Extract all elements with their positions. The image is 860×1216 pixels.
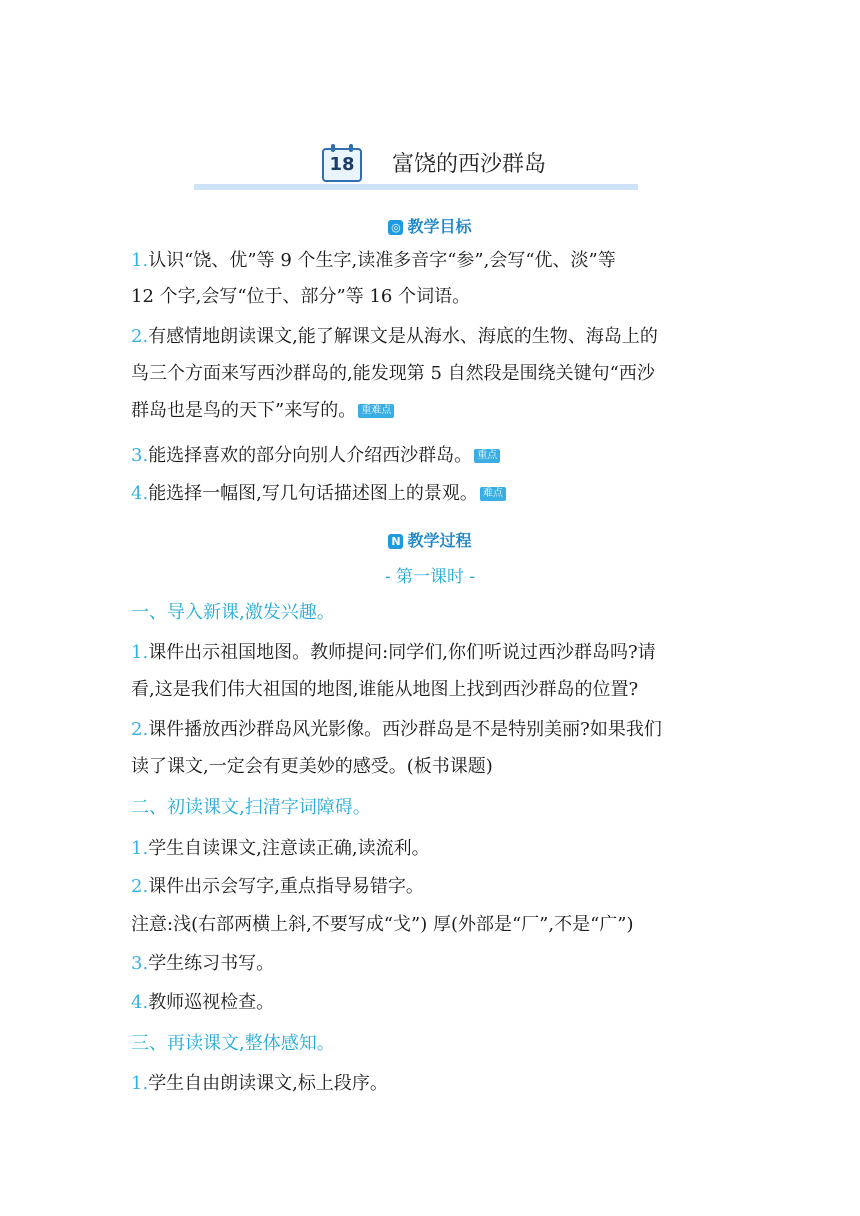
step-2-title: 二、初读课文,扫清字词障碍。 (131, 797, 371, 818)
key-difficulty-tag: 重难点 (358, 404, 394, 418)
lesson-number-badge (322, 148, 362, 182)
step-1-item-2-line-2: 读了课文,一定会有更美妙的感受。(板书课题) (131, 756, 493, 777)
objective-2-line-3: 群岛也是鸟的天下”来写的。 重难点 (131, 398, 394, 424)
objective-3: 3.能选择喜欢的部分向别人介绍西沙群岛。 重点 (131, 443, 500, 469)
lesson-header (194, 146, 638, 192)
binder-ring-icon (331, 144, 335, 152)
step-2-item-4: 4.教师巡视检查。 (131, 992, 275, 1013)
process-heading: N 教学过程 (0, 528, 860, 551)
period-label: - 第一课时 - (384, 567, 476, 587)
objectives-heading: ◎ 教学目标 (0, 214, 860, 237)
step-1-item-2-line-1: 2.课件播放西沙群岛风光影像。西沙群岛是不是特别美丽?如果我们 (131, 719, 662, 740)
step-2-note: 注意:浅(右部两横上斜,不要写成“戈”) 厚(外部是“厂”,不是“广”) (131, 914, 634, 935)
key-point-tag: 重点 (474, 449, 500, 463)
objective-1-line-1: 1.认识“饶、优”等 9 个生字,读准多音字“参”,会写“优、淡”等 (131, 250, 616, 271)
lesson-number: 18 (329, 154, 355, 175)
lesson-title: 富饶的西沙群岛 (392, 152, 547, 177)
binder-ring-icon (349, 144, 353, 152)
step-1-item-1-line-1: 1.课件出示祖国地图。教师提问:同学们,你们听说过西沙群岛吗?请 (131, 642, 656, 663)
target-icon: ◎ (388, 220, 403, 235)
step-1-title: 一、导入新课,激发兴趣。 (131, 602, 335, 623)
step-2-item-1: 1.学生自读课文,注意读正确,读流利。 (131, 838, 430, 859)
step-3-item-1: 1.学生自由朗读课文,标上段序。 (131, 1073, 388, 1094)
objective-2-line-2: 鸟三个方面来写西沙群岛的,能发现第 5 自然段是围绕关键句“西沙 (131, 363, 655, 384)
objective-2-line-1: 2.有感情地朗读课文,能了解课文是从海水、海底的生物、海岛上的 (131, 326, 658, 347)
header-rule (194, 184, 638, 190)
objective-1-line-2: 12 个字,会写“位于、部分”等 16 个词语。 (131, 286, 471, 307)
step-1-item-1-line-2: 看,这是我们伟大祖国的地图,谁能从地图上找到西沙群岛的位置? (131, 679, 639, 700)
step-3-title: 三、再读课文,整体感知。 (131, 1033, 335, 1054)
objective-4: 4.能选择一幅图,写几句话描述图上的景观。 难点 (131, 481, 506, 507)
difficulty-tag: 难点 (480, 487, 506, 501)
step-2-item-2: 2.课件出示会写字,重点指导易错字。 (131, 876, 424, 897)
step-2-item-3: 3.学生练习书写。 (131, 953, 275, 974)
process-icon: N (388, 534, 403, 549)
